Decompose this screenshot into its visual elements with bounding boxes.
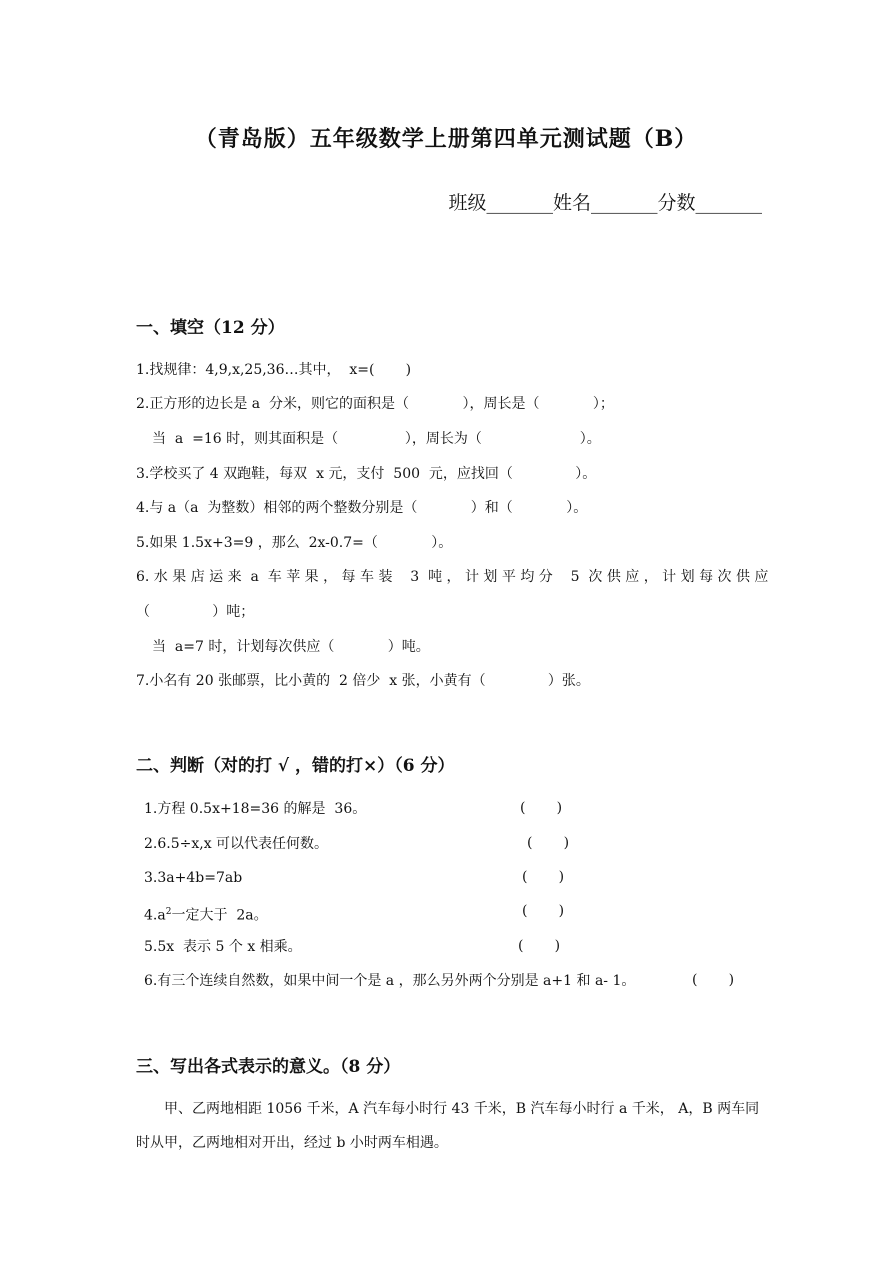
judge-item-2: 2.6.5÷x,x 可以代表任何数。 <box>144 836 329 852</box>
fill-question-6-blank: （ ）吨； <box>136 604 255 620</box>
student-info-line: 班级_______姓名_______分数_______ <box>448 192 762 214</box>
judge-item-3-parens: ( ) <box>522 869 565 885</box>
fill-question-1: 1.找规律：4,9,x,25,36…其中， x=( ) <box>136 362 412 378</box>
judge-item-4-suffix: 一定大于 2a。 <box>171 907 268 924</box>
judge-item-3: 3.3a+4b=7ab <box>144 870 243 886</box>
judge-item-6: 6.有三个连续自然数，如果中间一个是 a ，那么另外两个分别是 a+1 和 a- 1。 <box>144 973 636 989</box>
judge-item-6-parens: ( ) <box>692 972 735 988</box>
judge-item-1: 1.方程 0.5x+18=36 的解是 36。 <box>144 801 367 817</box>
fill-question-3: 3.学校买了 4 双跑鞋，每双 x 元，支付 500 元，应找回（ ）。 <box>136 466 597 482</box>
judge-item-4-exponent: 2 <box>165 907 172 917</box>
section1-heading: 一、填空（12 分） <box>136 318 285 338</box>
judge-item-4-parens: ( ) <box>522 903 565 919</box>
fill-question-2-continued: 当 a =16 时，则其面积是（ ），周长为（ ）。 <box>152 431 601 447</box>
judge-item-1-parens: ( ) <box>520 800 563 816</box>
section2-heading: 二、判断（对的打 √ ，错的打×）（6 分） <box>136 756 455 776</box>
page-title: （青岛版）五年级数学上册第四单元测试题（B） <box>194 126 698 152</box>
fill-question-4: 4.与 a（a 为整数）相邻的两个整数分别是（ ）和（ ）。 <box>136 500 588 516</box>
judge-item-2-parens: ( ) <box>527 835 570 851</box>
fill-question-5: 5.如果 1.5x+3=9 ，那么 2x-0.7=（ ）。 <box>136 535 453 551</box>
judge-item-4-prefix: 4.a <box>144 907 166 924</box>
fill-question-6-continued: 当 a=7 时，计划每次供应（ ）吨。 <box>152 639 430 655</box>
judge-item-5: 5.5x 表示 5 个 x 相乘。 <box>144 939 302 955</box>
section3-heading: 三、写出各式表示的意义。（8 分） <box>136 1057 401 1077</box>
judge-item-5-parens: ( ) <box>518 938 561 954</box>
fill-question-2: 2.正方形的边长是 a 分米，则它的面积是（ ），周长是（ ）； <box>136 396 614 412</box>
fill-question-7: 7.小名有 20 张邮票，比小黄的 2 倍少 x 张，小黄有（ ）张。 <box>136 673 590 689</box>
judge-item-4 <box>144 903 268 925</box>
section3-problem-text: 甲、乙两地相距 1056 千米，A 汽车每小时行 43 千米，B 汽车每小时行 a 千米， A，B 两车同时从甲，乙两地相对开出，经过 b 小时两车相遇。 <box>136 1101 760 1151</box>
fill-question-6: 6. 水 果 店 运 来 a 车 苹 果 ， 每 车 装 3 吨 ， 计 划 平 均 分 5 次 供 应 ， 计 划 每 次 供 应 <box>136 569 769 585</box>
